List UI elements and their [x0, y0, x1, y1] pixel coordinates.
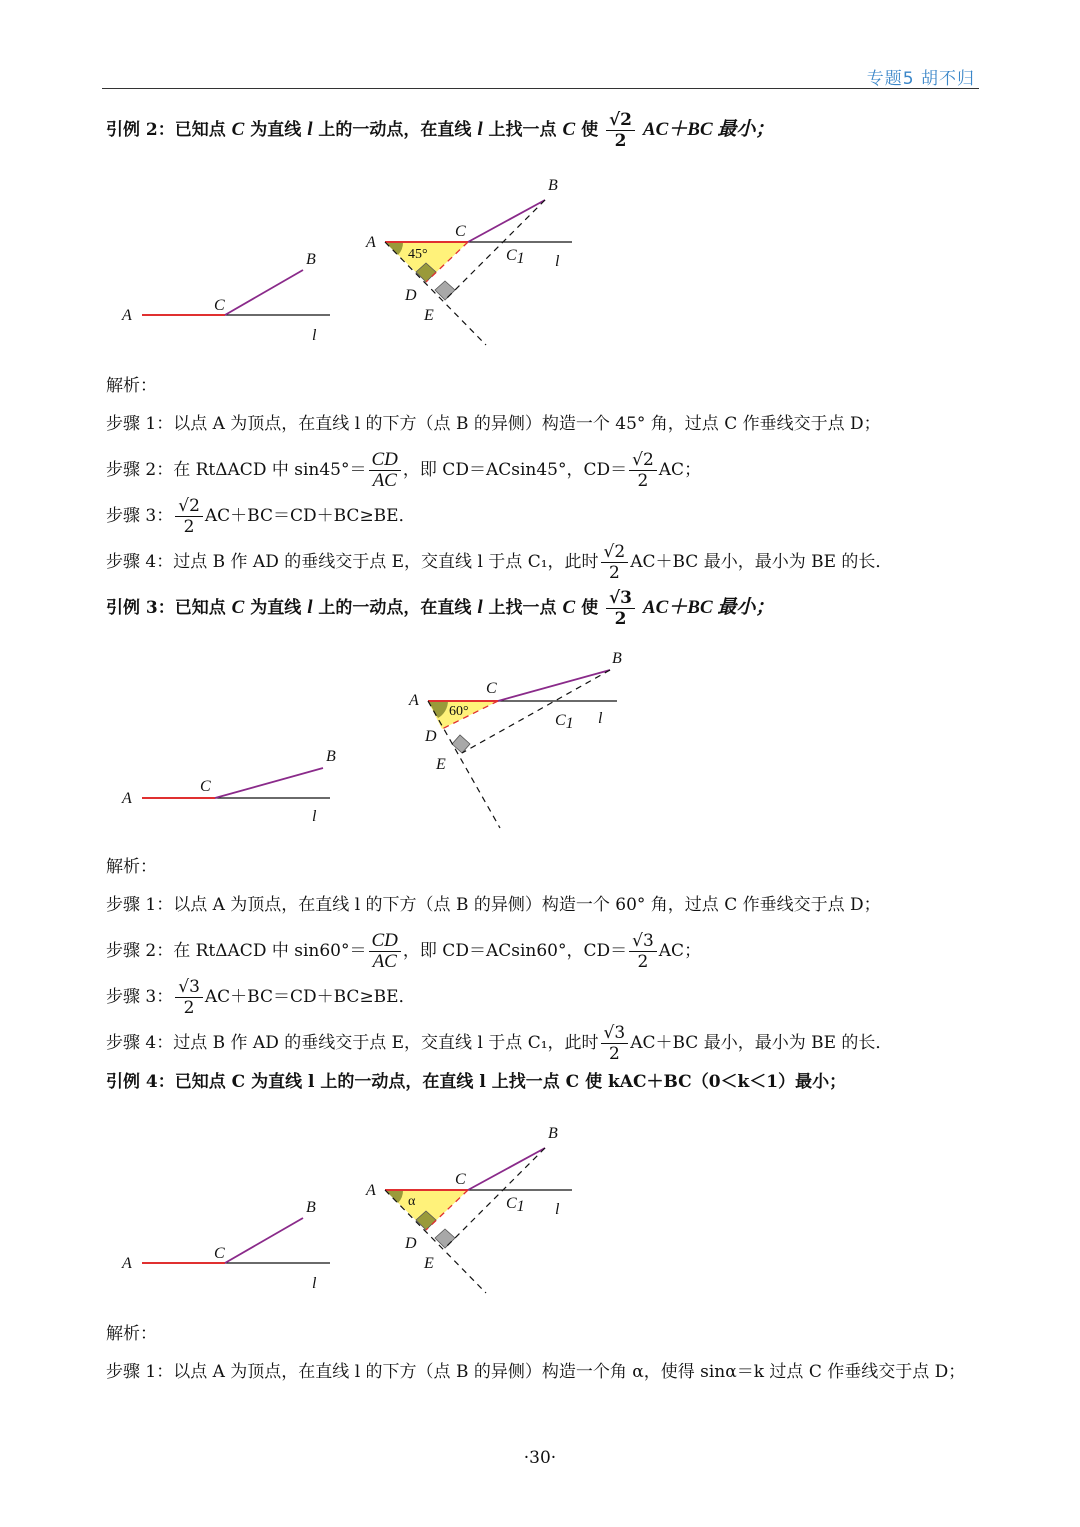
ex3-p1: 为直线: [250, 598, 302, 618]
ex3-label-d: D: [425, 728, 437, 745]
ex3-seg-be: [462, 670, 610, 753]
ex3-p4: 使: [581, 598, 599, 618]
page-number: ·30·: [523, 1448, 557, 1468]
ex3-fraction: $\frac{√3}{2}$: [606, 588, 635, 629]
ex3-figure: [100, 645, 660, 835]
page-header: [102, 58, 979, 89]
ex4-title: 引例 4：已知点 C 为直线 l 上的一动点，在直线 l 上找一点 C 使 kAC＋BC（0＜k＜1）最小；: [106, 1072, 847, 1092]
ex2-var-l2: l: [477, 119, 483, 140]
ex2-label-b: B: [548, 177, 558, 194]
ex4-left-label-c: C: [214, 1245, 225, 1262]
ex2-step3: 步骤 3： $\frac{√2}{2}$ AC＋BC＝CD＋BC≥BE．: [106, 496, 416, 537]
ex3-seg-cb: [498, 670, 610, 701]
ex2-label-l: l: [555, 253, 560, 270]
ex3-label-b: B: [612, 650, 622, 667]
ex2-p4: 使: [581, 120, 599, 140]
ex4-label-c1: C1: [506, 1195, 525, 1215]
ex4-figure: [100, 1118, 620, 1308]
ex4-label-a: A: [366, 1182, 376, 1199]
ex2-left-label-b: B: [306, 251, 316, 268]
ex3-p2: 上的一动点，在直线: [318, 598, 472, 618]
ex3-label-a: A: [409, 692, 419, 709]
ex4-label-c: C: [455, 1171, 466, 1188]
ex3-left-cb: [215, 768, 323, 798]
ex2-analysis: 解析：: [106, 376, 157, 396]
ex2-left-label-l: l: [312, 327, 317, 344]
ex2-p1: 为直线: [250, 120, 302, 140]
ex4-label-l: l: [555, 1201, 560, 1218]
ex2-label-d: D: [405, 287, 417, 304]
ex2-prefix: 引例 2：已知点: [106, 120, 226, 140]
ex2-left-cb: [225, 270, 303, 315]
ex3-left-label-b: B: [326, 748, 336, 765]
ex2-tail: AC＋BC 最小；: [642, 119, 775, 140]
ex2-fraction: $\frac{√2}{2}$: [606, 110, 635, 151]
ex3-left-label-l: l: [312, 808, 317, 825]
ex2-p3: 上找一点: [488, 120, 557, 140]
ex3-title: [106, 588, 774, 629]
ex2-p2: 上的一动点，在直线: [318, 120, 472, 140]
ex4-label-b: B: [548, 1125, 558, 1142]
ex2-title: [106, 110, 774, 151]
ex3-p3: 上找一点: [488, 598, 557, 618]
ex4-left-cb: [225, 1218, 303, 1263]
ex3-step4: 步骤 4：过点 B 作 AD 的垂线交于点 E，交直线 l 于点 C₁，此时 $\frac{√3}{2}$ AC＋BC 最小，最小为 BE 的长．: [106, 1023, 893, 1064]
ex4-label-e: E: [424, 1255, 434, 1272]
ex3-label-l: l: [598, 710, 603, 727]
ex2-var-c: C: [231, 119, 245, 140]
ex3-angle-label: 60°: [449, 704, 469, 719]
ex2-figure: [100, 170, 620, 360]
ex4-seg-cb: [468, 1148, 545, 1190]
ex2-label-a: A: [366, 234, 376, 251]
ex2-left-label-a: A: [122, 307, 132, 324]
ex2-left-label-c: C: [214, 297, 225, 314]
ex3-var-c2: C: [562, 597, 576, 618]
ex3-tail: AC＋BC 最小；: [642, 597, 775, 618]
ex3-label-e: E: [436, 756, 446, 773]
ex2-var-c2: C: [562, 119, 576, 140]
ex2-angle-label: 45°: [408, 247, 428, 262]
ex4-left-label-l: l: [312, 1275, 317, 1292]
ex4-angle-label: α: [408, 1194, 416, 1209]
ex4-analysis: 解析：: [106, 1324, 157, 1344]
ex2-label-c1: C1: [506, 247, 525, 267]
ex2-step1: 步骤 1：以点 A 为顶点，在直线 l 的下方（点 B 的异侧）构造一个 45° 角，过点 C 作垂线交于点 D；: [106, 414, 881, 434]
ex2-label-c: C: [455, 223, 466, 240]
ex2-var-l: l: [307, 119, 313, 140]
ex3-left-label-c: C: [200, 778, 211, 795]
ex3-prefix: 引例 3：已知点: [106, 598, 226, 618]
ex3-analysis: 解析：: [106, 857, 157, 877]
ex4-label-d: D: [405, 1235, 417, 1252]
ex3-step1: 步骤 1：以点 A 为顶点，在直线 l 的下方（点 B 的异侧）构造一个 60° 角，过点 C 作垂线交于点 D；: [106, 895, 881, 915]
ex3-label-c1: C1: [555, 712, 574, 732]
ex2-label-e: E: [424, 307, 434, 324]
ex3-step3: 步骤 3： $\frac{√3}{2}$ AC＋BC＝CD＋BC≥BE．: [106, 977, 416, 1018]
ex3-var-c: C: [231, 597, 245, 618]
ex3-var-l2: l: [477, 597, 483, 618]
ex2-seg-cb: [468, 200, 545, 242]
ex3-label-c: C: [486, 680, 497, 697]
ex3-step2: 步骤 2：在 RtΔACD 中 sin60°＝ $\frac{CD}{AC}$ ，即 CD＝ACsin60°，CD＝ $\frac{√3}{2}$ AC；: [106, 930, 702, 972]
ex4-step1: 步骤 1：以点 A 为顶点，在直线 l 的下方（点 B 的异侧）构造一个角 α，使得 sinα＝k 过点 C 作垂线交于点 D；: [106, 1362, 966, 1382]
ex3-left-label-a: A: [122, 790, 132, 807]
ex2-step4: 步骤 4：过点 B 作 AD 的垂线交于点 E，交直线 l 于点 C₁，此时 $\frac{√2}{2}$ AC＋BC 最小，最小为 BE 的长．: [106, 542, 893, 583]
ex3-var-l: l: [307, 597, 313, 618]
ex4-left-label-b: B: [306, 1199, 316, 1216]
ex3-right-mark-e: [452, 735, 470, 753]
ex2-right-mark-e: [435, 281, 455, 300]
ex4-left-label-a: A: [122, 1255, 132, 1272]
header-title: 专题5 胡不归: [866, 69, 975, 89]
ex2-step2: 步骤 2：在 RtΔACD 中 sin45°＝ $\frac{CD}{AC}$ ，即 CD＝ACsin45°，CD＝ $\frac{√2}{2}$ AC；: [106, 449, 702, 491]
ex4-right-mark-e: [435, 1229, 455, 1248]
